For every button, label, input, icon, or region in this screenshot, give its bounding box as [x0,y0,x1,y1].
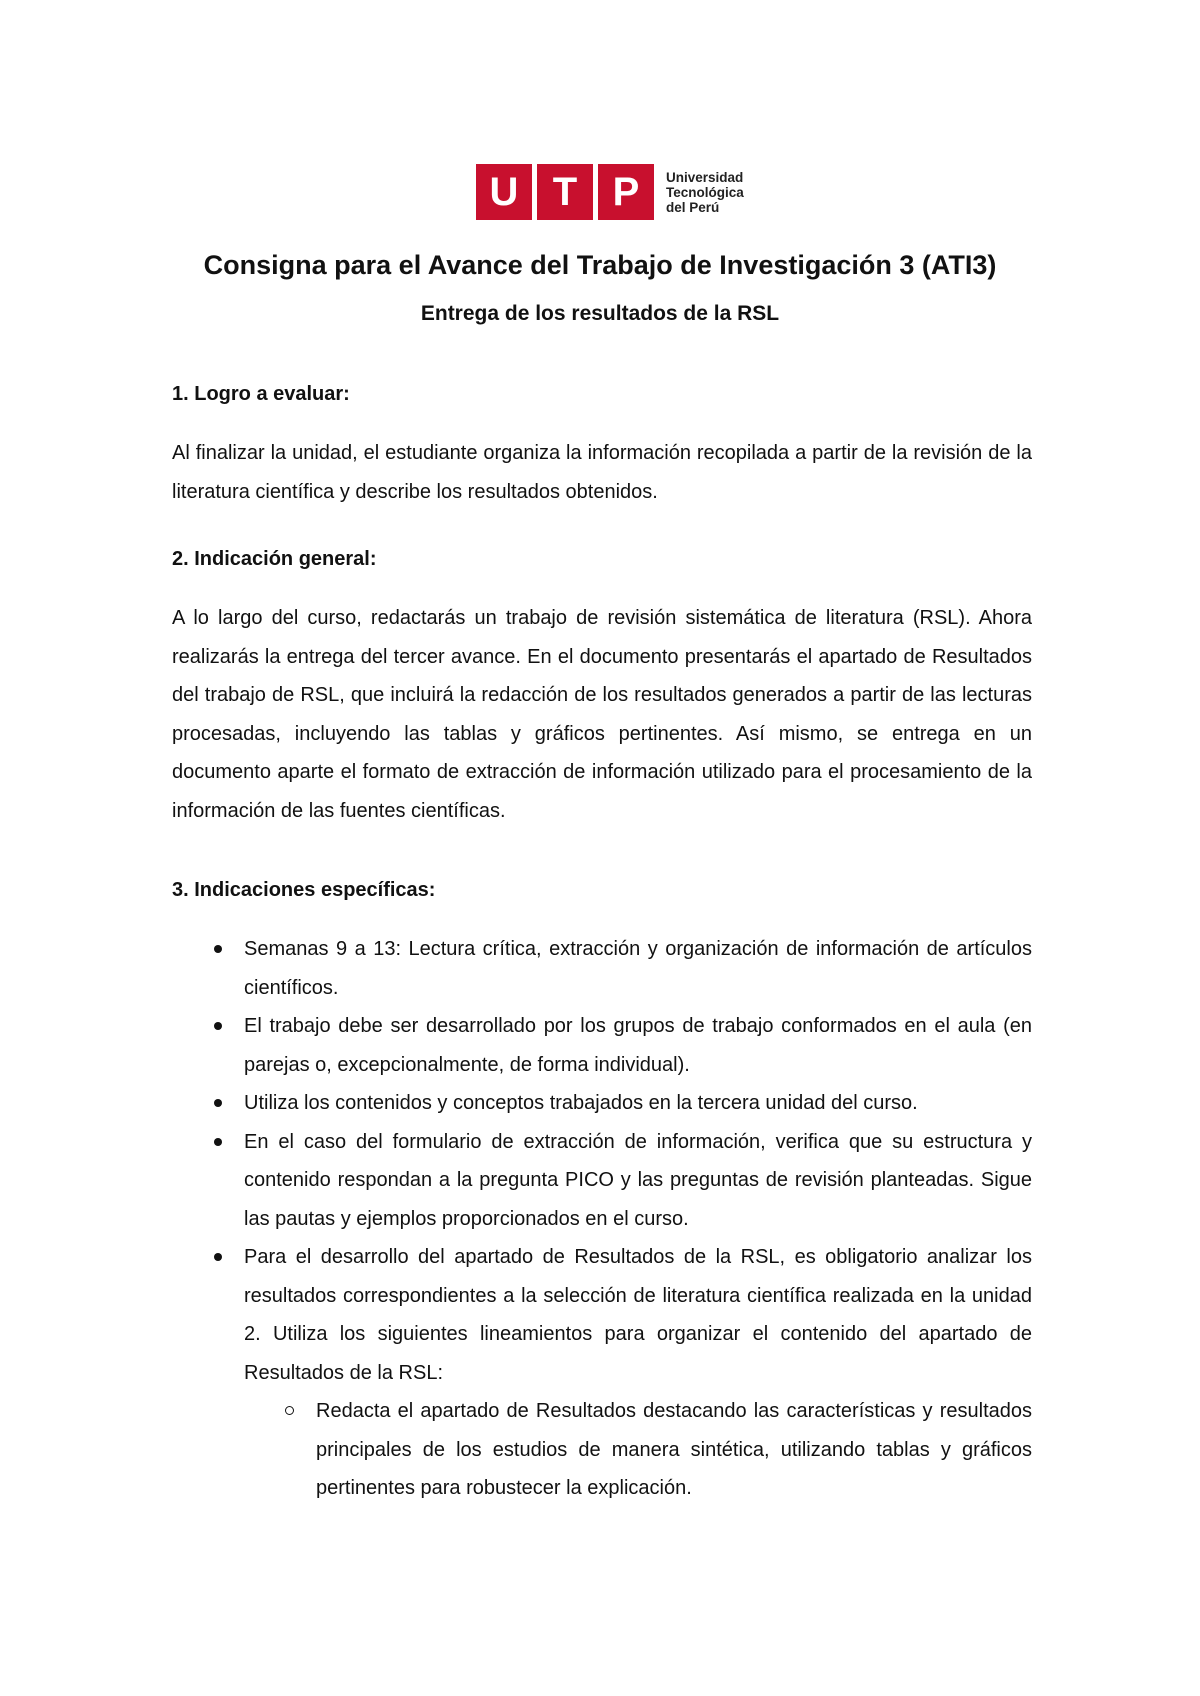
section-3-heading: 3. Indicaciones específicas: [172,879,436,901]
list-item-text: Semanas 9 a 13: Lectura crítica, extracción y organización de información de artículos científicos. [244,938,1032,999]
section-1-heading: 1. Logro a evaluar: [172,383,350,405]
list-item [172,1123,1032,1239]
bullet-icon [214,1022,222,1030]
utp-logo [476,164,744,220]
list-item [172,1007,1032,1084]
logo-line-1: Universidad [666,169,744,185]
list-item-text: El trabajo debe ser desarrollado por los grupos de trabajo conformados en el aula (en parejas o, excepcionalmente, de forma individual). [244,1015,1032,1076]
page-subtitle: Entrega de los resultados de la RSL [420,302,780,325]
section-2-heading: 2. Indicación general: [172,548,377,570]
list-item-text: Utiliza los contenidos y conceptos trabajados en la tercera unidad del curso. [244,1092,918,1114]
circle-bullet-icon [285,1406,294,1415]
logo-letter-p: P [598,164,654,220]
logo-wordmark [666,170,744,215]
page-title: Consigna para el Avance del Trabajo de Investigación 3 (ATI3) [203,250,997,280]
logo-line-3: del Perú [666,199,720,215]
list-item [172,1238,1032,1508]
sub-list-item-text: Redacta el apartado de Resultados destacando las características y resultados principales de los estudios de manera sintética, utilizando tablas y gráficos pertinentes para robustecer la explicación. [316,1400,1032,1499]
specific-instructions-list [172,930,1032,1508]
list-item [172,930,1032,1007]
list-item-text: En el caso del formulario de extracción de información, verifica que su estructura y contenido respondan a la pregunta PICO y las preguntas de revisión planteadas. Sigue las pautas y ejemplos proporcionados en el curso. [244,1130,1032,1230]
results-guidelines-list [244,1392,1032,1508]
bullet-icon [214,1099,222,1107]
section-2-text: A lo largo del curso, redactarás un trabajo de revisión sistemática de literatura (RSL). Ahora realizarás la entrega del tercer avance. En el documento presentarás el apartado de Resultados del trabajo de RSL, que incluirá la redacción de los resultados generados a partir de las lecturas procesadas, incluyendo las tablas y gráficos pertinentes. Así mismo, se entrega en un documento aparte el formato de extracción de información utilizado para el procesamiento de la información de las fuentes científicas. [172,607,1032,822]
logo-line-2: Tecnológica [666,184,744,200]
list-item [172,1084,1032,1123]
list-item-text: Para el desarrollo del apartado de Resultados de la RSL, es obligatorio analizar los resultados correspondientes a la selección de literatura científica realizada en la unidad 2. Utiliza los siguientes lineamientos para organizar el contenido del apartado de Resultados de la RSL: [244,1246,1032,1384]
logo-letter-t: T [537,164,593,220]
bullet-icon [214,1253,222,1261]
bullet-icon [214,945,222,953]
logo-letter-u: U [476,164,532,220]
section-1-text: Al finalizar la unidad, el estudiante organiza la información recopilada a partir de la revisión de la literatura científica y describe los resultados obtenidos. [172,442,1032,503]
sub-list-item [244,1392,1032,1508]
bullet-icon [214,1138,222,1146]
